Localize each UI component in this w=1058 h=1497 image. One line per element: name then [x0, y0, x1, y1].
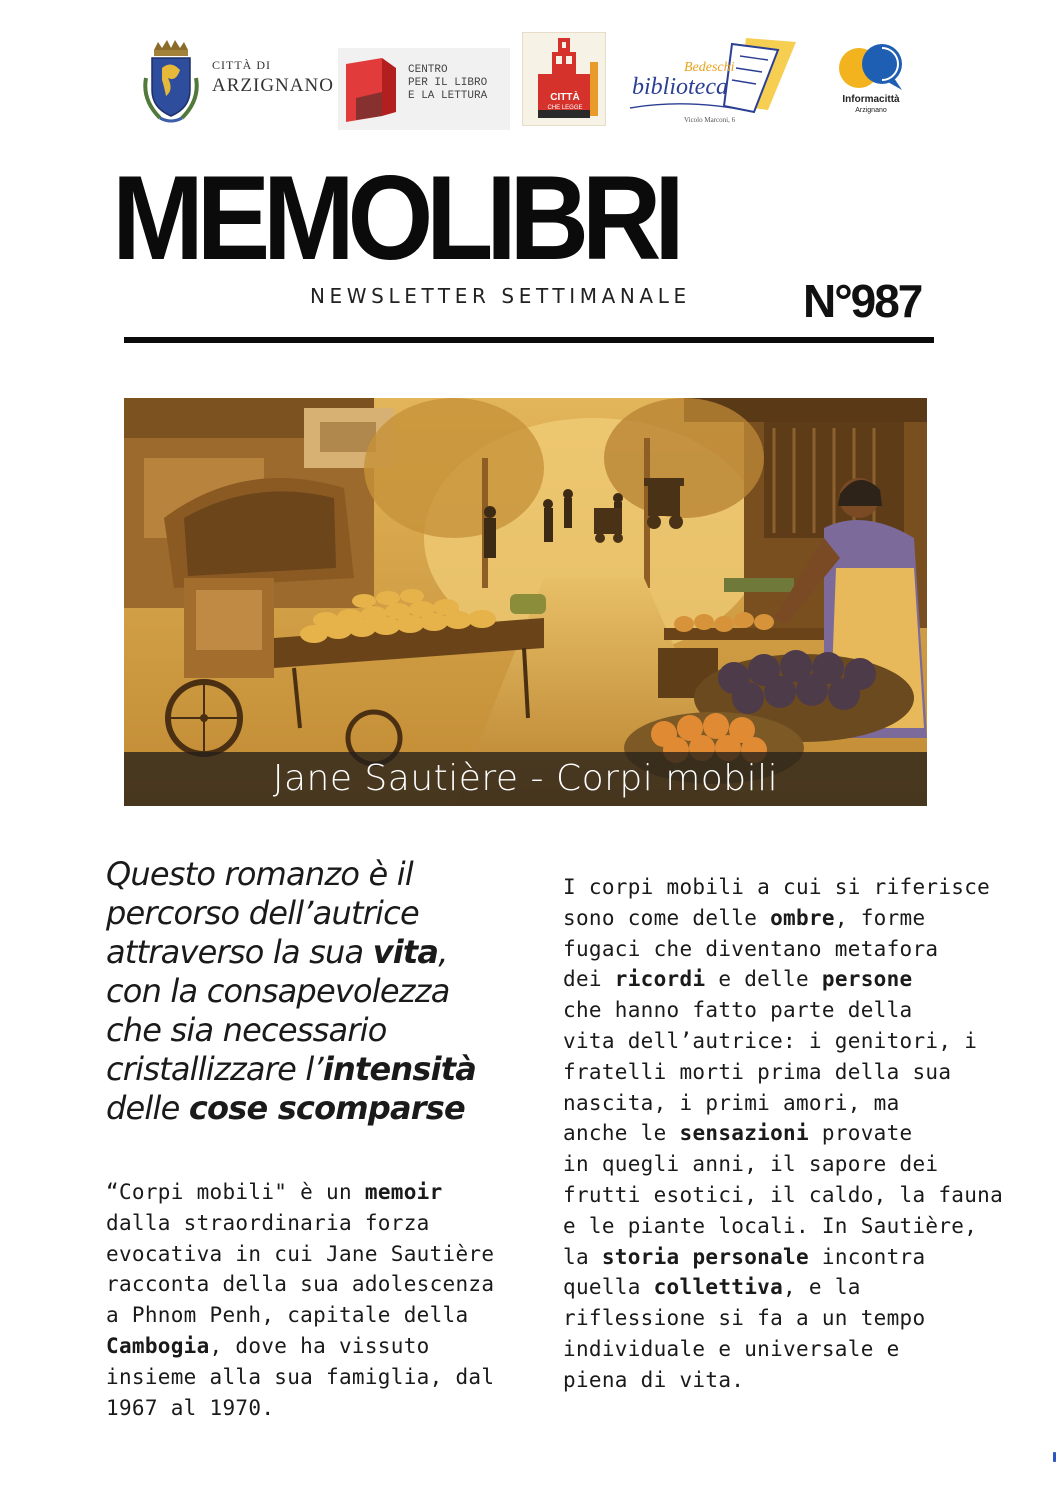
market-scene-illustration [124, 398, 927, 806]
article-line [563, 964, 983, 995]
article-line: frutti esotici, il caldo, la fauna [563, 1182, 1004, 1207]
article-line: fratelli morti prima della sua [563, 1059, 952, 1084]
article-text: anche le [563, 1121, 680, 1146]
article-text: dei [563, 967, 615, 992]
lead-line [106, 1050, 546, 1089]
article-line: riflessione si fa a un tempo [563, 1306, 926, 1331]
city-small-text: CITTÀ DI [212, 58, 271, 72]
article-bold: Cambogia [106, 1333, 210, 1358]
article-bold: sensazioni [679, 1121, 809, 1146]
issue-number: N°987 [803, 275, 922, 327]
teca-part: teca [688, 74, 728, 100]
hero-illustration [124, 398, 927, 806]
book-caption: Jane Sautière - Corpi mobili [272, 758, 779, 799]
centro-line: CENTRO [408, 64, 448, 76]
lead-bold: vita [372, 933, 439, 971]
article-bold: ricordi [614, 967, 706, 992]
biblio-address: Vicolo Marconi, 6 [684, 116, 736, 124]
article-line [563, 1118, 983, 1149]
article-line: insieme alla sua famiglia, dal [106, 1364, 495, 1389]
city-name-text: ARZIGNANO [212, 75, 334, 96]
lead-quote [106, 855, 546, 1128]
lead-bold: intensità [322, 1050, 477, 1088]
lead-text: , [438, 933, 448, 971]
partner-logos [0, 30, 1058, 130]
article-text: quella [563, 1275, 654, 1300]
article-line [563, 1242, 983, 1273]
citta-sub-label: CHE LEGGE [547, 105, 583, 111]
citta-label: CITTÀ [550, 92, 580, 103]
informacitta-logo [826, 42, 916, 128]
article-line: dalla straordinaria forza [106, 1210, 430, 1235]
article-bold: storia personale [601, 1244, 809, 1269]
biblioteca-bedeschi-logo [628, 36, 800, 128]
article-line: a Phnom Penh, capitale della [106, 1303, 469, 1328]
article-bold: ombre [770, 905, 835, 930]
lead-text: attraverso la sua [106, 933, 373, 971]
article-text: sono come delle [563, 905, 771, 930]
informacitta-text [826, 94, 916, 116]
article-line: individuale e universale e [563, 1336, 900, 1361]
article-text: , e la [783, 1275, 861, 1300]
arzignano-crest-logo [140, 38, 202, 124]
article-line [106, 1177, 526, 1208]
article-line [563, 1272, 983, 1303]
article-left-column [106, 1177, 526, 1423]
article-text: la [563, 1244, 602, 1269]
lead-text: delle [106, 1089, 189, 1127]
article-text: e delle [705, 967, 822, 992]
article-right-column [563, 872, 1004, 1396]
article-text: , dove ha vissuto [209, 1333, 430, 1358]
article-bold: memoir [364, 1180, 443, 1204]
article-text: “Corpi mobili" è un [106, 1180, 365, 1204]
lead-line: percorso dell’autrice [106, 894, 419, 932]
biblioteca-wordmark [632, 74, 728, 101]
article-text: incontra [808, 1244, 926, 1269]
biblio-part: biblio [632, 74, 689, 100]
article-line: piena di vita. [563, 1367, 745, 1392]
biblio-bedeschi-text: Bedeschi [684, 60, 735, 75]
lead-line: con la consapevolezza [106, 972, 450, 1010]
article-line: racconta della sua adolescenza [106, 1272, 495, 1297]
article-line: e le piante locali. In Sautière, [563, 1213, 978, 1238]
centro-line: PER IL LIBRO [408, 77, 488, 89]
article-text: provate [808, 1121, 913, 1146]
lead-line: che sia necessario [106, 1011, 387, 1049]
info-name: Informacittà [842, 94, 900, 105]
article-bold: persone [821, 967, 913, 992]
article-line: vita dell’autrice: i genitori, i [563, 1028, 978, 1053]
article-line: nascita, i primi amori, ma [563, 1090, 900, 1115]
centro-libro-text [408, 64, 487, 103]
article-line: in quegli anni, il sapore dei [563, 1152, 939, 1177]
info-sub: Arzignano [855, 107, 887, 114]
article-text: , forme [834, 905, 926, 930]
lead-text: cristallizzare l’ [106, 1050, 323, 1088]
lead-bold: cose scomparse [188, 1089, 465, 1127]
article-line: 1967 al 1970. [106, 1395, 275, 1420]
article-line: I corpi mobili a cui si riferisce [563, 875, 991, 899]
article-line: fugaci che diventano metafora [563, 936, 939, 961]
article-line [563, 903, 983, 934]
article-line: che hanno fatto parte della [563, 998, 913, 1023]
article-bold: collettiva [653, 1275, 784, 1300]
citta-che-legge-logo [522, 32, 606, 126]
lead-line [106, 933, 546, 972]
lead-line: Questo romanzo è il [106, 855, 413, 893]
centro-libro-logo [338, 48, 510, 130]
lead-line [106, 1089, 546, 1128]
masthead-divider [124, 337, 934, 343]
arzignano-wordmark [212, 58, 334, 97]
citta-che-legge-text [540, 92, 590, 114]
article-line: evocativa in cui Jane Sautière [106, 1241, 495, 1266]
newsletter-title: MEMOLIBRI [112, 151, 678, 285]
newsletter-subtitle: NEWSLETTER SETTIMANALE [310, 284, 691, 308]
article-line [106, 1331, 526, 1362]
centro-line: E LA LETTURA [408, 90, 488, 102]
edge-mark [1053, 1452, 1056, 1462]
